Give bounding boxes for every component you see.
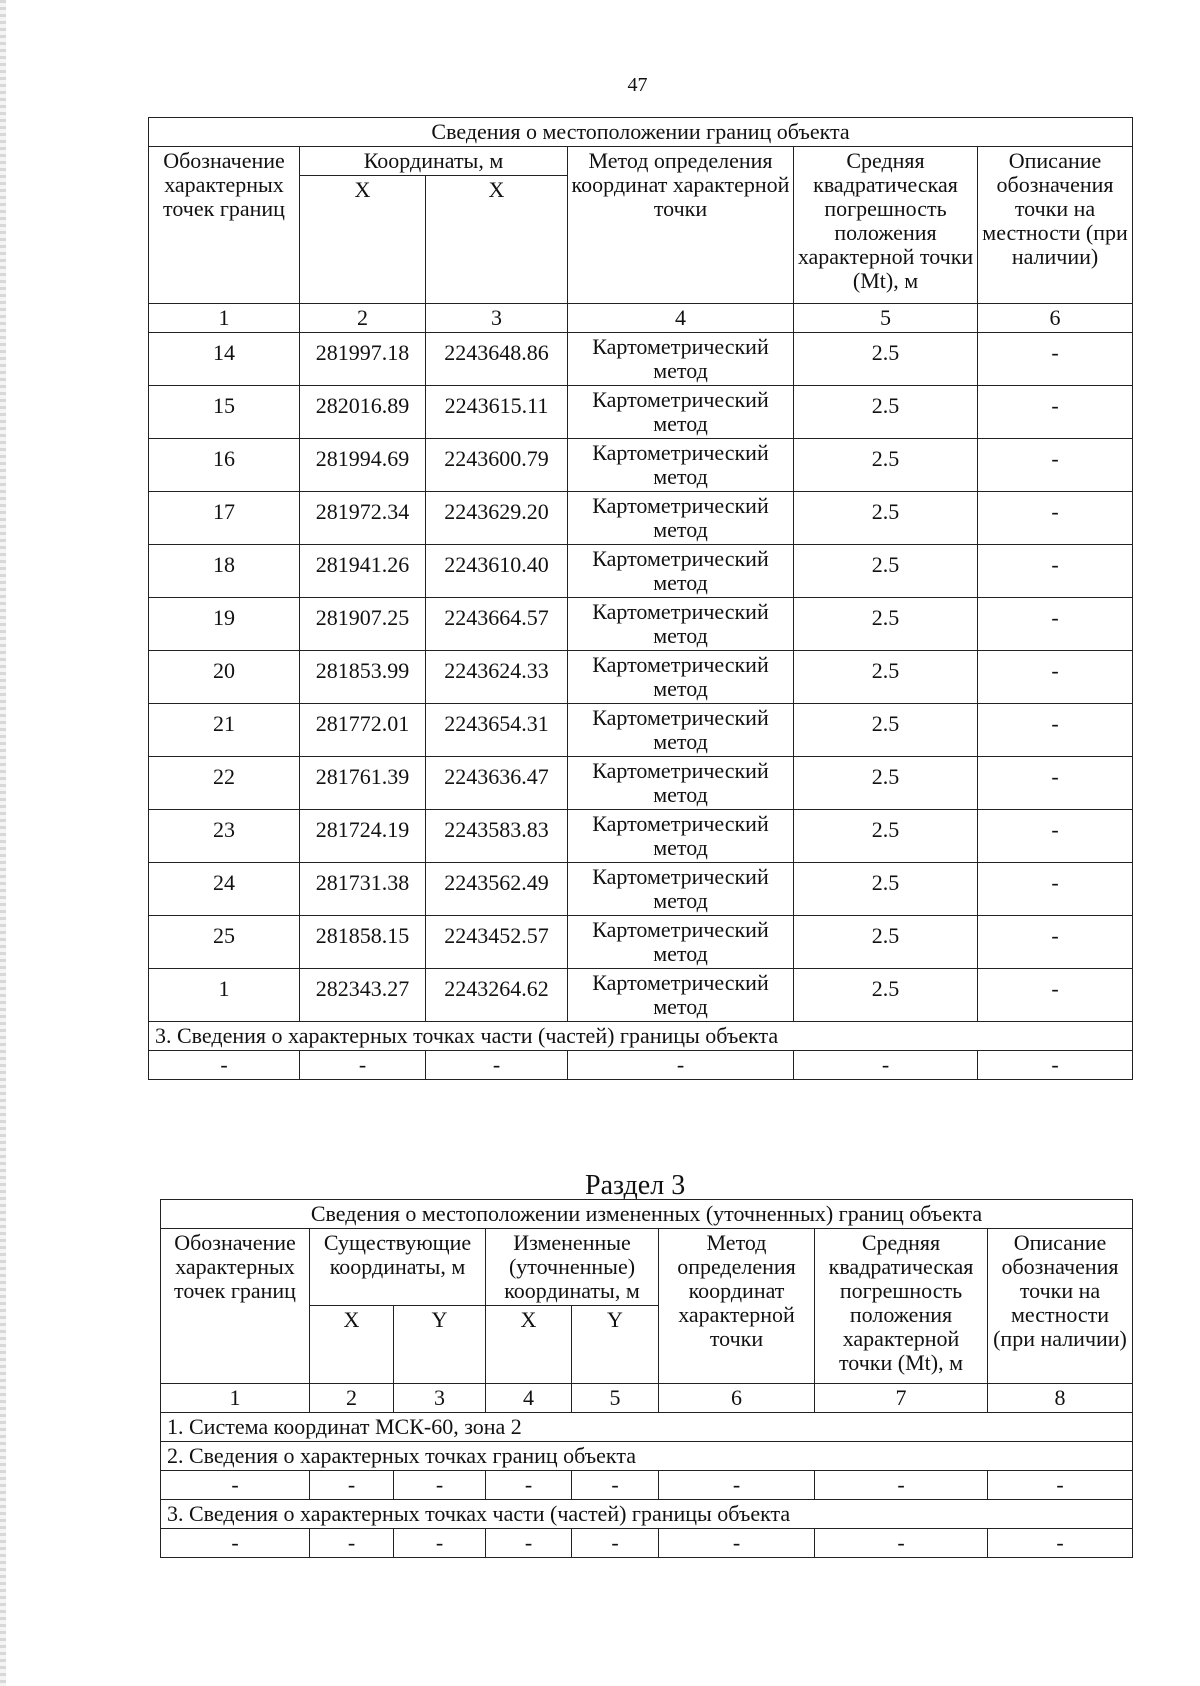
- table-row: [149, 492, 1133, 545]
- column-number: 6: [659, 1384, 815, 1413]
- point-number-cell: 23: [149, 810, 300, 863]
- table-row: [149, 386, 1133, 439]
- x-coordinate-cell: 2243452.57: [426, 916, 568, 969]
- description-cell: -: [978, 704, 1133, 757]
- header-y: Y: [394, 1306, 486, 1384]
- point-number-cell: 20: [149, 651, 300, 704]
- column-number: 6: [978, 304, 1133, 333]
- column-number: 1: [149, 304, 300, 333]
- section-2-label: 2. Сведения о характерных точках границ объекта: [161, 1442, 1133, 1471]
- table-row: [149, 598, 1133, 651]
- header-method: Метод определения координат характерной точки: [568, 147, 794, 304]
- column-number: 7: [815, 1384, 988, 1413]
- mean-error-cell: 2.5: [794, 545, 978, 598]
- changed-boundary-table: [160, 1199, 1133, 1558]
- table-cell: -: [568, 1051, 794, 1080]
- x-coordinate-cell: 2243615.11: [426, 386, 568, 439]
- column-number: 8: [988, 1384, 1133, 1413]
- method-cell: Картометрический метод: [568, 969, 794, 1022]
- point-number-cell: 19: [149, 598, 300, 651]
- method-cell: Картометрический метод: [568, 492, 794, 545]
- method-cell: Картометрический метод: [568, 916, 794, 969]
- table-row: [149, 863, 1133, 916]
- table-row: [149, 810, 1133, 863]
- section-3-label: 3. Сведения о характерных точках части (частей) границы объекта: [161, 1500, 1133, 1529]
- table-row: [161, 1529, 1133, 1558]
- method-cell: Картометрический метод: [568, 651, 794, 704]
- point-number-cell: 17: [149, 492, 300, 545]
- column-number: 2: [300, 304, 426, 333]
- mean-error-cell: 2.5: [794, 863, 978, 916]
- description-cell: -: [978, 916, 1133, 969]
- table-cell: -: [988, 1471, 1133, 1500]
- column-numbers-row: [149, 304, 1133, 333]
- point-number-cell: 25: [149, 916, 300, 969]
- header-x: X: [300, 176, 426, 304]
- table-cell: -: [659, 1529, 815, 1558]
- page-number: 47: [627, 74, 648, 96]
- header-point-designation: Обозначение характерных точек границ: [161, 1229, 310, 1384]
- point-number-cell: 1: [149, 969, 300, 1022]
- method-cell: Картометрический метод: [568, 757, 794, 810]
- x-coordinate-cell: 282343.27: [300, 969, 426, 1022]
- table-cell: -: [794, 1051, 978, 1080]
- header-existing-coordinates: Существующие координаты, м: [310, 1229, 486, 1306]
- header-x: X: [310, 1306, 394, 1384]
- mean-error-cell: 2.5: [794, 333, 978, 386]
- mean-error-cell: 2.5: [794, 598, 978, 651]
- description-cell: -: [978, 492, 1133, 545]
- column-numbers-row: [161, 1384, 1133, 1413]
- description-cell: -: [978, 863, 1133, 916]
- section-3-label: 3. Сведения о характерных точках части (частей) границы объекта: [149, 1022, 1133, 1051]
- x-coordinate-cell: 2243610.40: [426, 545, 568, 598]
- header-coordinates: Координаты, м: [300, 147, 568, 176]
- point-number-cell: 14: [149, 333, 300, 386]
- header-y: Y: [572, 1306, 659, 1384]
- x-coordinate-cell: 281972.34: [300, 492, 426, 545]
- boundary-table: [148, 117, 1133, 1080]
- mean-error-cell: 2.5: [794, 810, 978, 863]
- table-cell: -: [394, 1529, 486, 1558]
- scan-edge: [0, 0, 6, 1686]
- description-cell: -: [978, 545, 1133, 598]
- column-number: 4: [486, 1384, 572, 1413]
- table-cell: -: [426, 1051, 568, 1080]
- mean-error-cell: 2.5: [794, 651, 978, 704]
- column-number: 4: [568, 304, 794, 333]
- method-cell: Картометрический метод: [568, 439, 794, 492]
- header-x: X: [486, 1306, 572, 1384]
- description-cell: -: [978, 757, 1133, 810]
- description-cell: -: [978, 386, 1133, 439]
- method-cell: Картометрический метод: [568, 333, 794, 386]
- mean-error-cell: 2.5: [794, 969, 978, 1022]
- table-cell: -: [486, 1471, 572, 1500]
- table-title: Сведения о местоположении измененных (уточненных) границ объекта: [161, 1200, 1133, 1229]
- x-coordinate-cell: 2243648.86: [426, 333, 568, 386]
- x-coordinate-cell: 2243629.20: [426, 492, 568, 545]
- mean-error-cell: 2.5: [794, 916, 978, 969]
- x-coordinate-cell: 281858.15: [300, 916, 426, 969]
- method-cell: Картометрический метод: [568, 545, 794, 598]
- table-cell: -: [161, 1529, 310, 1558]
- table-cell: -: [659, 1471, 815, 1500]
- table-title: Сведения о местоположении границ объекта: [149, 118, 1133, 147]
- x-coordinate-cell: 281941.26: [300, 545, 426, 598]
- x-coordinate-cell: 282016.89: [300, 386, 426, 439]
- x-coordinate-cell: 2243562.49: [426, 863, 568, 916]
- x-coordinate-cell: 281853.99: [300, 651, 426, 704]
- column-number: 3: [426, 304, 568, 333]
- description-cell: -: [978, 969, 1133, 1022]
- method-cell: Картометрический метод: [568, 704, 794, 757]
- description-cell: -: [978, 651, 1133, 704]
- x-coordinate-cell: 281994.69: [300, 439, 426, 492]
- table-cell: -: [815, 1471, 988, 1500]
- table-cell: -: [978, 1051, 1133, 1080]
- table-row: [149, 545, 1133, 598]
- column-number: 5: [794, 304, 978, 333]
- x-coordinate-cell: 281724.19: [300, 810, 426, 863]
- point-number-cell: 18: [149, 545, 300, 598]
- x-coordinate-cell: 2243264.62: [426, 969, 568, 1022]
- header-mean-error: Средняя квадратическая погрешность положения характерной точки (Mt), м: [794, 147, 978, 304]
- point-number-cell: 22: [149, 757, 300, 810]
- method-cell: Картометрический метод: [568, 386, 794, 439]
- x-coordinate-cell: 2243624.33: [426, 651, 568, 704]
- point-number-cell: 15: [149, 386, 300, 439]
- header-mean-error: Средняя квадратическая погрешность положения характерной точки (Mt), м: [815, 1229, 988, 1384]
- coordinate-system-line: 1. Система координат МСК-60, зона 2: [161, 1413, 1133, 1442]
- x-coordinate-cell: 281997.18: [300, 333, 426, 386]
- table-row: [149, 704, 1133, 757]
- mean-error-cell: 2.5: [794, 704, 978, 757]
- table-cell: -: [149, 1051, 300, 1080]
- point-number-cell: 16: [149, 439, 300, 492]
- description-cell: -: [978, 439, 1133, 492]
- x-coordinate-cell: 281731.38: [300, 863, 426, 916]
- table-cell: -: [486, 1529, 572, 1558]
- table-row: [149, 1051, 1133, 1080]
- table-row: [149, 757, 1133, 810]
- mean-error-cell: 2.5: [794, 757, 978, 810]
- x-coordinate-cell: 2243654.31: [426, 704, 568, 757]
- table-row: [149, 969, 1133, 1022]
- description-cell: -: [978, 810, 1133, 863]
- x-coordinate-cell: 281907.25: [300, 598, 426, 651]
- description-cell: -: [978, 598, 1133, 651]
- table-cell: -: [300, 1051, 426, 1080]
- column-number: 1: [161, 1384, 310, 1413]
- column-number: 2: [310, 1384, 394, 1413]
- point-number-cell: 21: [149, 704, 300, 757]
- mean-error-cell: 2.5: [794, 492, 978, 545]
- x-coordinate-cell: 281772.01: [300, 704, 426, 757]
- x-coordinate-cell: 2243664.57: [426, 598, 568, 651]
- table-cell: -: [310, 1529, 394, 1558]
- header-description: Описание обозначения точки на местности (при наличии): [978, 147, 1133, 304]
- header-point-designation: Обозначение характерных точек границ: [149, 147, 300, 304]
- header-changed-coordinates: Измененные (уточненные) координаты, м: [486, 1229, 659, 1306]
- mean-error-cell: 2.5: [794, 439, 978, 492]
- table-row: [161, 1471, 1133, 1500]
- table-row: [149, 916, 1133, 969]
- column-number: 5: [572, 1384, 659, 1413]
- method-cell: Картометрический метод: [568, 598, 794, 651]
- header-description: Описание обозначения точки на местности (при наличии): [988, 1229, 1133, 1384]
- table-cell: -: [394, 1471, 486, 1500]
- x-coordinate-cell: 281761.39: [300, 757, 426, 810]
- method-cell: Картометрический метод: [568, 863, 794, 916]
- table-cell: -: [572, 1471, 659, 1500]
- section-heading: Раздел 3: [585, 1170, 686, 1201]
- method-cell: Картометрический метод: [568, 810, 794, 863]
- x-coordinate-cell: 2243636.47: [426, 757, 568, 810]
- point-number-cell: 24: [149, 863, 300, 916]
- table-cell: -: [988, 1529, 1133, 1558]
- mean-error-cell: 2.5: [794, 386, 978, 439]
- table-cell: -: [815, 1529, 988, 1558]
- table-cell: -: [161, 1471, 310, 1500]
- description-cell: -: [978, 333, 1133, 386]
- table-cell: -: [310, 1471, 394, 1500]
- x-coordinate-cell: 2243583.83: [426, 810, 568, 863]
- table-row: [149, 333, 1133, 386]
- table-row: [149, 651, 1133, 704]
- column-number: 3: [394, 1384, 486, 1413]
- header-method: Метод определения координат характерной точки: [659, 1229, 815, 1384]
- x-coordinate-cell: 2243600.79: [426, 439, 568, 492]
- table-row: [149, 439, 1133, 492]
- table-cell: -: [572, 1529, 659, 1558]
- header-x: X: [426, 176, 568, 304]
